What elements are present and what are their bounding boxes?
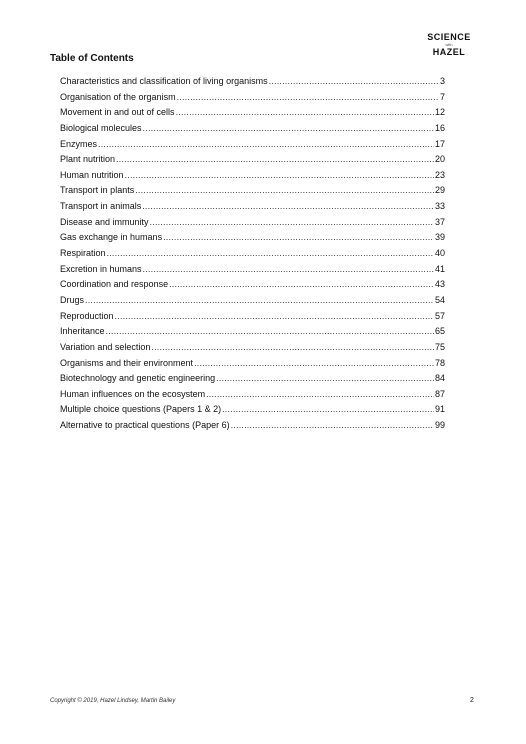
toc-entry-label: Inheritance xyxy=(60,326,105,337)
toc-entry[interactable] xyxy=(60,201,445,217)
toc-dot-leader xyxy=(206,389,434,399)
toc-entry-page: 91 xyxy=(434,404,445,415)
toc-dot-leader xyxy=(143,123,434,133)
toc-entry-page: 37 xyxy=(434,216,445,227)
toc-list xyxy=(60,76,445,436)
toc-entry-label: Biological molecules xyxy=(60,122,142,133)
toc-dot-leader xyxy=(194,358,434,368)
footer-copyright: Copyright © 2019, Hazel Lindsey, Martin Bailey xyxy=(50,698,176,704)
toc-entry-page: 3 xyxy=(439,76,445,86)
toc-dot-leader xyxy=(163,232,434,242)
toc-entry-label: Movement in and out of cells xyxy=(60,107,175,118)
toc-entry-page: 39 xyxy=(434,232,445,243)
toc-entry-label: Multiple choice questions (Papers 1 & 2) xyxy=(60,404,222,415)
toc-entry-label: Characteristics and classification of living organisms xyxy=(60,76,268,86)
toc-entry[interactable] xyxy=(60,295,445,311)
logo-text-middle: with xyxy=(445,42,453,47)
toc-entry-label: Alternative to practical questions (Paper 6) xyxy=(60,420,230,431)
toc-dot-leader xyxy=(222,404,434,414)
toc-dot-leader xyxy=(231,420,434,430)
science-with-hazel-logo xyxy=(421,33,477,57)
toc-entry[interactable] xyxy=(60,248,445,264)
toc-entry-label: Human influences on the ecosystem xyxy=(60,388,206,399)
toc-dot-leader xyxy=(143,264,434,274)
toc-entry-label: Reproduction xyxy=(60,310,114,321)
toc-dot-leader xyxy=(107,248,434,258)
toc-dot-leader xyxy=(116,154,434,164)
toc-entry-label: Variation and selection xyxy=(60,341,151,352)
toc-entry-page: 20 xyxy=(434,154,445,165)
toc-entry[interactable] xyxy=(60,123,445,139)
toc-entry-label: Respiration xyxy=(60,248,106,259)
toc-entry-label: Coordination and response xyxy=(60,279,169,290)
toc-entry[interactable] xyxy=(60,389,445,405)
toc-dot-leader xyxy=(177,92,439,102)
toc-entry[interactable] xyxy=(60,420,445,436)
toc-entry-page: 84 xyxy=(434,373,445,384)
toc-entry-label: Transport in plants xyxy=(60,185,135,196)
toc-entry[interactable] xyxy=(60,279,445,295)
toc-entry-page: 41 xyxy=(434,263,445,274)
logo-text-top: SCIENCE xyxy=(427,32,471,42)
toc-entry[interactable] xyxy=(60,185,445,201)
toc-entry[interactable] xyxy=(60,139,445,155)
toc-dot-leader xyxy=(216,373,434,383)
toc-entry[interactable] xyxy=(60,107,445,123)
toc-entry-page: 23 xyxy=(434,169,445,180)
toc-entry[interactable] xyxy=(60,264,445,280)
footer-page-number: 2 xyxy=(470,697,474,704)
toc-entry[interactable] xyxy=(60,404,445,420)
toc-entry-label: Transport in animals xyxy=(60,201,142,212)
toc-dot-leader xyxy=(85,295,434,305)
toc-entry[interactable] xyxy=(60,358,445,374)
toc-dot-leader xyxy=(106,326,434,336)
toc-entry-page: 33 xyxy=(434,201,445,212)
toc-entry[interactable] xyxy=(60,154,445,170)
toc-entry-label: Excretion in humans xyxy=(60,263,142,274)
toc-entry[interactable] xyxy=(60,217,445,233)
toc-dot-leader xyxy=(115,311,434,321)
toc-entry-page: 43 xyxy=(434,279,445,290)
toc-entry[interactable] xyxy=(60,170,445,186)
toc-dot-leader xyxy=(169,279,434,289)
toc-entry[interactable] xyxy=(60,373,445,389)
toc-entry-page: 57 xyxy=(434,310,445,321)
toc-dot-leader xyxy=(151,342,434,352)
toc-entry-page: 99 xyxy=(434,420,445,431)
logo-text-bottom: HAZEL xyxy=(432,47,466,57)
toc-entry-label: Organisation of the organism xyxy=(60,91,176,102)
toc-entry-page: 29 xyxy=(434,185,445,196)
toc-entry-page: 7 xyxy=(439,91,445,102)
toc-entry[interactable] xyxy=(60,311,445,327)
toc-entry-label: Human nutrition xyxy=(60,169,124,180)
toc-entry-label: Gas exchange in humans xyxy=(60,232,163,243)
toc-entry-page: 87 xyxy=(434,388,445,399)
toc-dot-leader xyxy=(135,185,434,195)
toc-dot-leader xyxy=(176,107,434,117)
toc-entry-page: 75 xyxy=(434,341,445,352)
toc-entry-page: 54 xyxy=(434,294,445,305)
toc-entry-label: Biotechnology and genetic engineering xyxy=(60,373,216,384)
toc-title: Table of Contents xyxy=(50,53,134,64)
toc-entry-page: 16 xyxy=(434,122,445,133)
toc-dot-leader xyxy=(269,76,439,86)
toc-entry[interactable] xyxy=(60,76,445,92)
toc-entry-page: 40 xyxy=(434,248,445,259)
toc-entry-page: 78 xyxy=(434,357,445,368)
toc-entry[interactable] xyxy=(60,232,445,248)
toc-entry-label: Disease and immunity xyxy=(60,216,149,227)
toc-entry-label: Enzymes xyxy=(60,138,98,149)
toc-entry[interactable] xyxy=(60,92,445,108)
toc-entry-page: 17 xyxy=(434,138,445,149)
toc-entry[interactable] xyxy=(60,326,445,342)
toc-entry-page: 12 xyxy=(434,107,445,118)
toc-dot-leader xyxy=(142,201,434,211)
toc-entry-page: 65 xyxy=(434,326,445,337)
toc-entry[interactable] xyxy=(60,342,445,358)
toc-dot-leader xyxy=(98,139,434,149)
toc-entry-label: Drugs xyxy=(60,294,85,305)
toc-entry-label: Plant nutrition xyxy=(60,154,116,165)
toc-entry-label: Organisms and their environment xyxy=(60,357,194,368)
toc-dot-leader xyxy=(125,170,434,180)
toc-dot-leader xyxy=(150,217,434,227)
